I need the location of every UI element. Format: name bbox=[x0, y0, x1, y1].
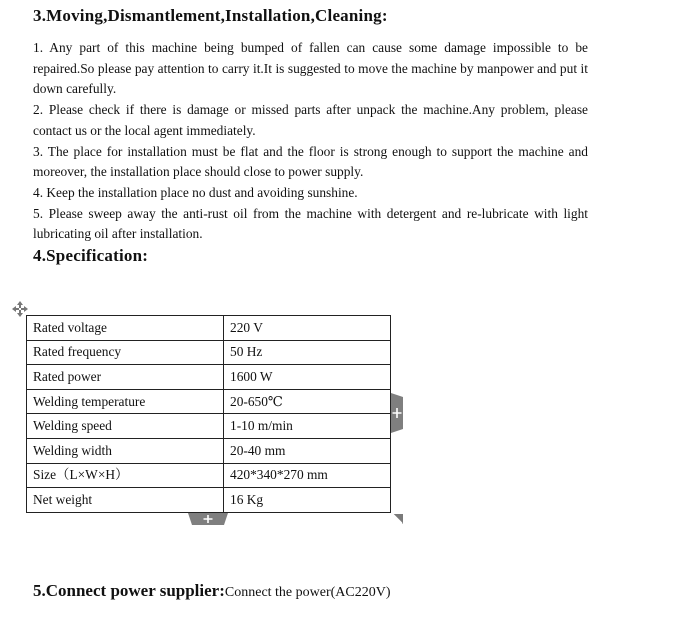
section-4-title: 4.Specification: bbox=[33, 246, 149, 265]
instruction-item-3: 3. The place for installation must be flat and the floor is strong enough to support the machine and moreover, the installation place should close to power supply. bbox=[33, 143, 588, 180]
spec-row bbox=[27, 463, 391, 488]
add-column-icon[interactable] bbox=[391, 393, 403, 433]
section-5-text: Connect the power(AC220V) bbox=[224, 585, 391, 600]
section-3-title: 3.Moving,Dismantlement,Installation,Cleaning: bbox=[33, 6, 388, 25]
add-row-icon[interactable] bbox=[188, 513, 228, 525]
spec-value: 50 Hz bbox=[224, 340, 391, 365]
spec-value: 20-40 mm bbox=[224, 438, 391, 463]
section-5 bbox=[33, 581, 391, 601]
spec-row bbox=[27, 414, 391, 439]
instruction-item-1: 1. Any part of this machine being bumped of fallen can cause some damage impossible to be repaired.So please pay attention to carry it.It is suggested to move the machine by manpower and put it down carefully. bbox=[33, 40, 588, 97]
instruction-item-2: 2. Please check if there is damage or missed parts after unpack the machine.Any problem, please contact us or the local agent immediately. bbox=[33, 102, 588, 138]
spec-label: Net weight bbox=[27, 488, 224, 513]
spec-label: Size（L×W×H） bbox=[27, 463, 224, 488]
spec-row bbox=[27, 316, 391, 341]
spec-row bbox=[27, 340, 391, 365]
section-3-body bbox=[33, 38, 588, 245]
spec-label: Rated power bbox=[27, 365, 224, 390]
section-5-title: 5.Connect power supplier: bbox=[33, 581, 225, 600]
spec-value: 220 V bbox=[224, 316, 391, 341]
spec-row bbox=[27, 365, 391, 390]
spec-label: Welding temperature bbox=[27, 389, 224, 414]
spec-value: 20-650℃ bbox=[224, 389, 391, 414]
spec-row bbox=[27, 389, 391, 414]
spec-value: 16 Kg bbox=[224, 488, 391, 513]
spec-value: 1-10 m/min bbox=[224, 414, 391, 439]
instruction-item-4: 4. Keep the installation place no dust and avoiding sunshine. bbox=[33, 184, 358, 200]
spec-label: Rated voltage bbox=[27, 316, 224, 341]
spec-label: Rated frequency bbox=[27, 340, 224, 365]
spec-label: Welding speed bbox=[27, 414, 224, 439]
spec-label: Welding width bbox=[27, 438, 224, 463]
table-resize-handle-icon[interactable] bbox=[393, 514, 403, 524]
spec-value: 1600 W bbox=[224, 365, 391, 390]
spec-row bbox=[27, 438, 391, 463]
specification-table bbox=[26, 315, 391, 513]
instruction-item-5: 5. Please sweep away the anti-rust oil from the machine with detergent and re-lubricate with light lubricating oil after installation. bbox=[33, 205, 588, 242]
spec-value: 420*340*270 mm bbox=[224, 463, 391, 488]
spec-row bbox=[27, 488, 391, 513]
